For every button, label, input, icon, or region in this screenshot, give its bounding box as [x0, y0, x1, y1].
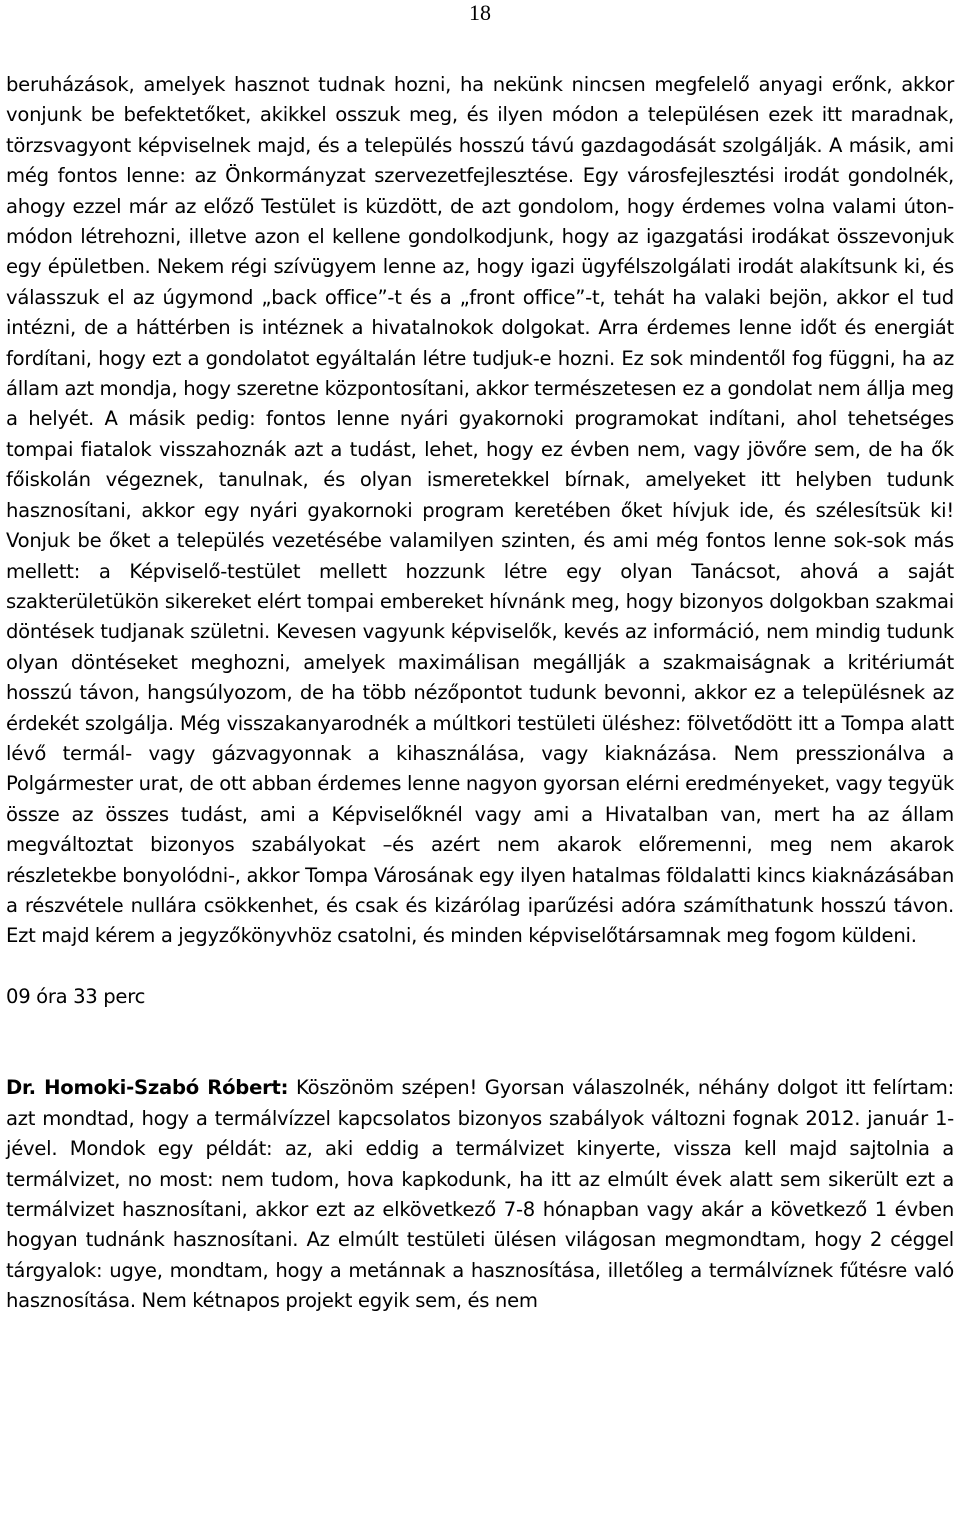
paragraph-speech-continuation: beruházások, amelyek hasznot tudnak hozni, ha nekünk nincsen megfelelő anyagi erőnk, akkor vonjunk be befektetőket, akikkel osszuk meg, és ilyen módon a településen ezek itt maradnak, törzsvagyont képviselnek majd, és a település hosszú távú gazdagodását szolgálják. A másik, ami még fontos lenne: az Önkormányzat szervezetfejlesztése. Egy városfejlesztési irodát gondolnék, ahogy ezzel már az előző Testület is küzdött, de azt gondolom, hogy érdemes volna valami úton-módon létrehozni, illetve azon el kellene gondolkodjunk, hogy az igazgatási irodákat összevonjuk egy épületben. Nekem régi szívügyem lenne az, hogy igazi ügyfélszolgálati irodát alakítsunk ki, és válasszuk el az úgymond „back office”-t és a „front office”-t, tehát ha valaki bejön, akkor el tud intézni, de a háttérben is intéznek a hivatalnokok dolgokat. Arra érdemes lenne időt és energiát fordítani, hogy ezt a gondolatot egyáltalán létre tudjuk-e hozni. Ez sok mindentől fog függni, ha az állam azt mondja, hogy szeretne központosítani, akkor természetesen ez a gondolat nem állja meg a helyét. A másik pedig: fontos lenne nyári gyakornoki programokat indítani, ahol tehetséges tompai fiatalok visszahoznák azt a tudást, lehet, hogy ez évben nem, vagy jövőre sem, de ha ők főiskolán végeznek, tanulnak, és olyan ismeretekkel bírnak, amelyeket itt helyben tudunk hasznosítani, akkor egy nyári gyakornoki program keretében őket hívjuk ide, és szélesítsük ki! Vonjuk be őket a település vezetésébe valamilyen szinten, és ami még fontos lenne sok-sok más mellett: a Képviselő-testület mellett hozzunk létre egy olyan Tanácsot, ahová a saját szakterületükön sikereket elért tompai embereket hívnánk meg, hogy bizonyos dolgokban szakmai döntések tudjanak születni. Kevesen vagyunk képviselők, kevés az információ, nem mindig tudunk olyan döntéseket meghozni, amelyek maximálisan megállják a szakmaiságnak a kritériumát hosszú távon, hangsúlyozom, de ha több nézőpontot tudunk bevonni, akkor ez a településnek az érdekét szolgálja. Még visszakanyarodnék a múltkori testületi üléshez: fölvetődött itt a Tompa alatt lévő termál- vagy gázvagyonnak a kihasználása, vagy kiaknázása. Nem presszionálva a Polgármester urat, de ott abban érdemes lenne nagyon gyorsan elérni eredményeket, vagy tegyük össze az összes tudást, ami a Képviselőknél vagy ami a Hivatalban van, mert ha az állam megváltoztat bizonyos szabályokat –és azért nem akarok előremenni, meg nem akarok részletekbe bonyolódni-, akkor Tompa Városának egy ilyen hatalmas földalatti kincs kiaknázásában a részvétele nullára csökkenhet, és csak és kizárólag iparűzési adóra számíthatunk hosszú távon. Ezt majd kérem a jegyzőkönyvhöz csatolni, és minden képviselőtársamnak meg fogom küldeni. [6, 73, 954, 948]
paragraph-speech-homoki-szabo [6, 1073, 954, 1316]
speech-text: Köszönöm szépen! Gyorsan válaszolnék, néhány dolgot itt felírtam: azt mondtad, hogy a termálvízzel kapcsolatos bizonyos szabályok változni fognak 2012. január 1-jével. Mondok egy példát: az, aki eddig a termálvizet kinyerte, vissza kell majd sajtolnia a termálvizet, no most: nem tudom, hova kapkodunk, ha itt az elmúlt évek alatt sem sikerült ezt a termálvizet hasznosítani, akkor ezt az elkövetkező 7-8 hónapban vagy akár a következő 1 évben hogyan tudnánk hasznosítani. Az elmúlt testületi ülésen világosan megmondtam, hogy 2 céggel tárgyalok: ugye, mondtam, hogy a metánnak a hasznosítása, illetőleg a termálvíznek fűtésre való hasznosítása. Nem kétnapos projekt egyik sem, és nem [6, 1076, 954, 1313]
page-number: 18 [469, 0, 491, 25]
document-body [6, 70, 954, 1317]
timestamp: 09 óra 33 perc [6, 985, 146, 1009]
speaker-name: Dr. Homoki-Szabó Róbert: [6, 1076, 289, 1100]
